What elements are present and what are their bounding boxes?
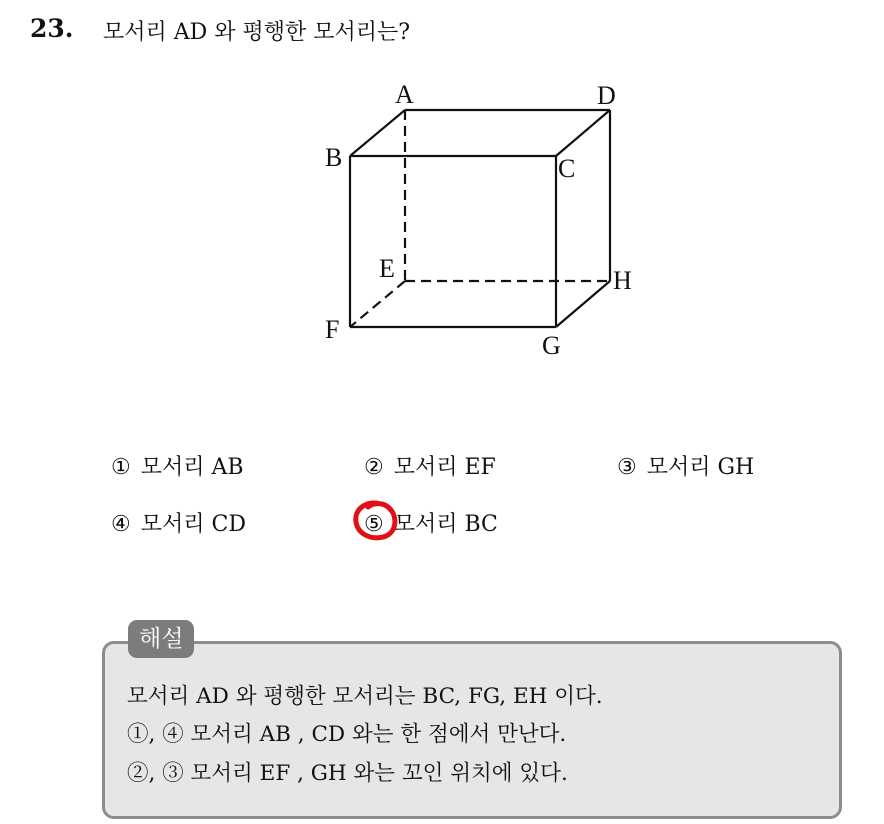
edge-AB xyxy=(350,110,405,156)
question-text: 모서리 AD 와 평행한 모서리는? xyxy=(103,20,411,45)
edge-HG xyxy=(556,281,610,327)
answer-circle-mark xyxy=(351,498,401,544)
choice-1-label: 모서리 AB xyxy=(140,455,244,480)
question-number: 23. xyxy=(30,14,74,43)
vertex-label-C: C xyxy=(558,154,576,183)
solution-tag: 해설 xyxy=(128,620,194,658)
vertex-label-H: H xyxy=(613,266,632,295)
choice-3-label: 모서리 GH xyxy=(646,455,755,480)
vertex-label-D: D xyxy=(597,81,616,110)
vertex-label-G: G xyxy=(542,331,561,360)
solution-line-2: ①, ④ 모서리 AB , CD 와는 한 점에서 만난다. xyxy=(127,722,567,747)
vertex-label-B: B xyxy=(325,143,343,172)
choice-1[interactable] xyxy=(111,450,244,481)
vertex-label-E: E xyxy=(379,254,395,283)
choice-3-number: ③ xyxy=(617,455,637,480)
choice-3[interactable] xyxy=(617,450,754,481)
cube-figure xyxy=(0,0,884,400)
solution-line-3: ②, ③ 모서리 EF , GH 와는 꼬인 위치에 있다. xyxy=(127,761,568,786)
choice-2[interactable] xyxy=(364,450,496,481)
vertex-label-A: A xyxy=(395,80,414,109)
choice-2-number: ② xyxy=(364,455,384,480)
choice-5-label: 모서리 BC xyxy=(393,512,498,537)
choice-2-label: 모서리 EF xyxy=(393,455,496,480)
choice-4-label: 모서리 CD xyxy=(140,512,246,537)
solution-line-1: 모서리 AD 와 평행한 모서리는 BC, FG, EH 이다. xyxy=(127,684,603,709)
choice-1-number: ① xyxy=(111,455,131,480)
vertex-label-F: F xyxy=(325,315,340,344)
edge-DC xyxy=(556,110,610,156)
edge-EF xyxy=(350,281,405,327)
choice-4[interactable] xyxy=(111,507,246,538)
choice-4-number: ④ xyxy=(111,512,131,537)
choice-5-number: ⑤ xyxy=(364,512,384,537)
